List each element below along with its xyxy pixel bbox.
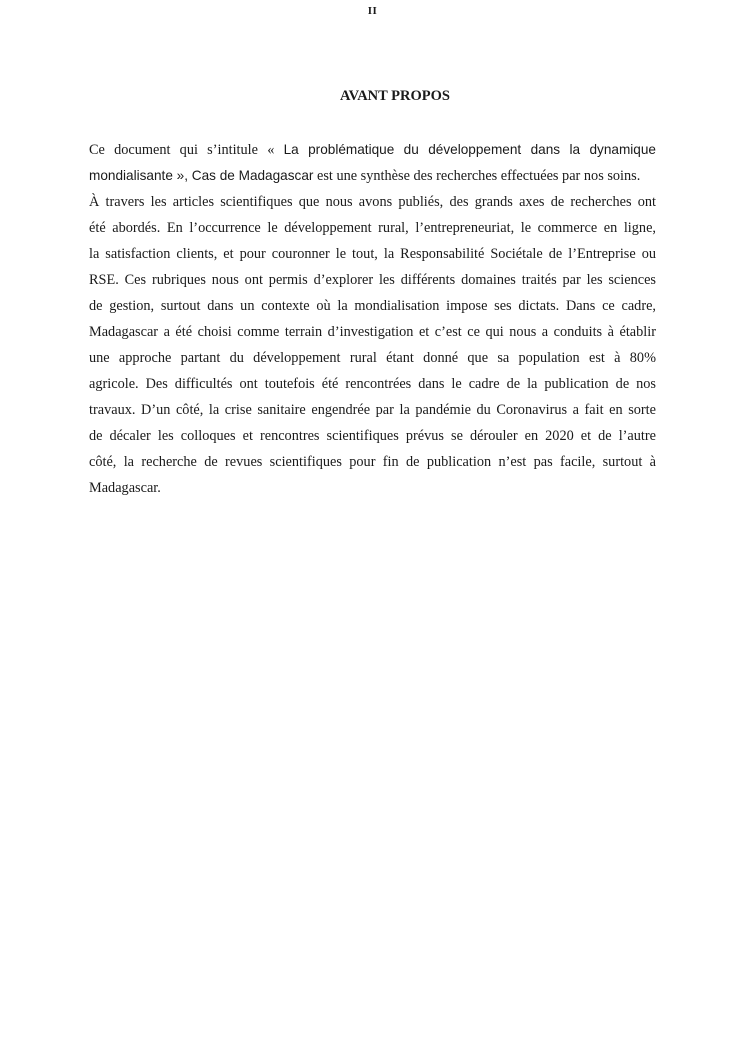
paragraph-line: Madagascar a été choisi comme terrain d’investigation et c’est ce qui nous a conduits à établir [89, 324, 656, 340]
paragraph-line: travaux. D’un côté, la crise sanitaire engendrée par la pandémie du Coronavirus a fait en sorte [89, 402, 656, 418]
paragraph-line [89, 137, 656, 163]
paragraph-line: côté, la recherche de revues scientifiques pour fin de publication n’est pas facile, surtout à [89, 454, 656, 470]
document-title-text: mondialisante », Cas de Madagascar [89, 168, 314, 183]
paragraph-line: RSE. Ces rubriques nous ont permis d’explorer les différents domaines traités par les sciences [89, 272, 656, 288]
line-text: est une synthèse des recherches effectuées par nos soins. [313, 168, 641, 184]
paragraph-line: Madagascar. [89, 480, 161, 496]
paragraph-line: À travers les articles scientifiques que nous avons publiés, des grands axes de recherches ont [89, 194, 656, 210]
body-paragraph [89, 137, 656, 501]
paragraph-line: agricole. Des difficultés ont toutefois été rencontrées dans le cadre de la publication de nos [89, 376, 656, 392]
paragraph-line: été abordés. En l’occurrence le développement rural, l’entrepreneuriat, le commerce en ligne, [89, 220, 656, 236]
section-title: AVANT PROPOS [340, 88, 450, 104]
paragraph-line: une approche partant du développement rural étant donné que sa population est à 80% [89, 350, 656, 366]
paragraph-line [89, 163, 656, 189]
line-text: Ce document qui s’intitule « [89, 142, 284, 158]
page-number: II [367, 5, 378, 17]
document-title-text: La problématique du développement dans la dynamique [283, 142, 656, 157]
paragraph-line: la satisfaction clients, et pour couronner le tout, la Responsabilité Sociétale de l’Entreprise ou [89, 246, 656, 262]
paragraph-line: de gestion, surtout dans un contexte où la mondialisation impose ses dictats. Dans ce cadre, [89, 298, 656, 314]
paragraph-line: de décaler les colloques et rencontres scientifiques prévus se dérouler en 2020 et de l’autre [89, 428, 656, 444]
